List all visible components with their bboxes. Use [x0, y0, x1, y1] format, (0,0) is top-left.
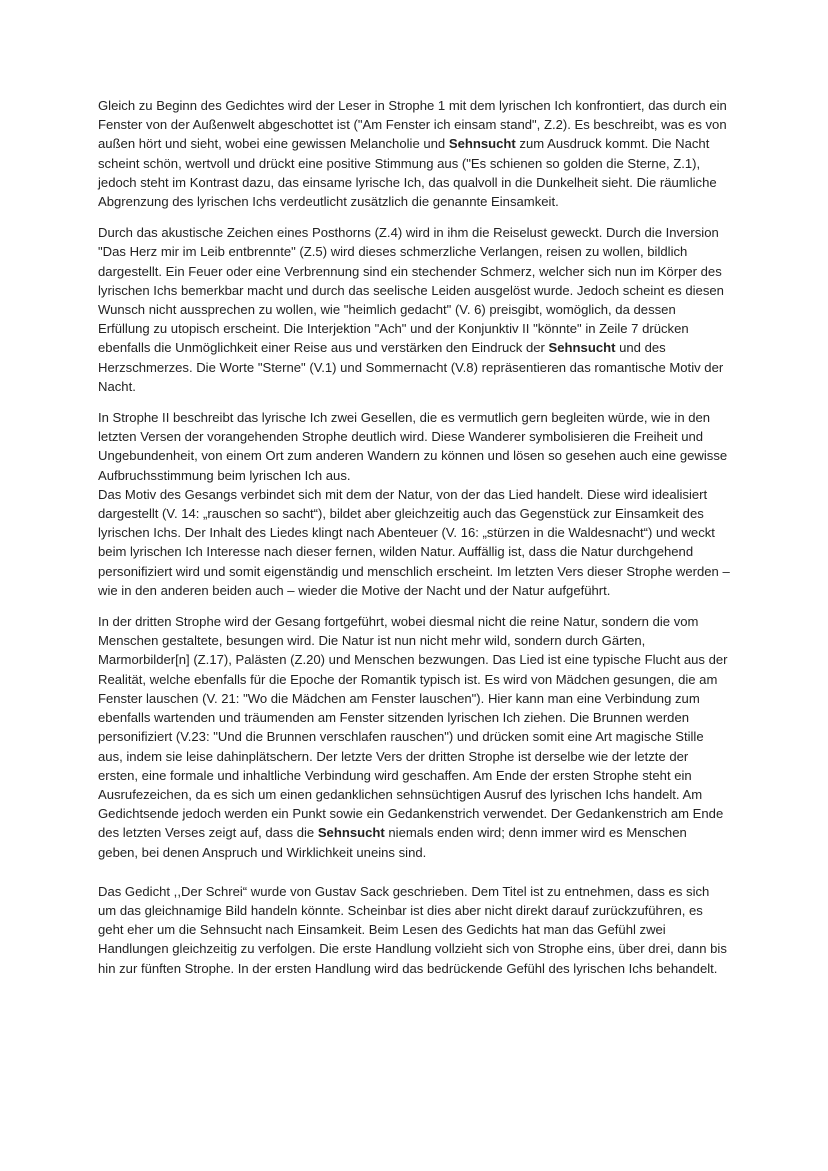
bold-keyword-sehnsucht: Sehnsucht: [448, 136, 516, 152]
document-page: [98, 96, 730, 990]
bold-keyword-sehnsucht: Sehnsucht: [317, 825, 385, 841]
paragraph-text: In Strophe II beschreibt das lyrische Ich zwei Gesellen, die es vermutlich gern begleiten würde, wie in den letzten Versen der vorangehenden Strophe deutlich wird. Diese Wanderer symbolisieren die Freiheit und Ungebundenheit, von einem Ort zum anderen Wandern zu können und lösen so gesehen auch eine gewisse Aufbruchsstimmung beim lyrischen Ich aus.: [98, 410, 728, 483]
paragraph-strophe-2: [98, 408, 730, 485]
paragraph-gesang-natur: [98, 485, 730, 600]
paragraph-text: und des Herzschmerzes. Die Worte "Sterne" (V.1) und Sommernacht (V.8) repräsentieren das romantische Motiv der Nacht.: [98, 340, 724, 394]
paragraph-text: niemals enden wird; denn immer wird es Menschen geben, bei denen Anspruch und Wirklichkeit uneins sind.: [98, 825, 687, 860]
paragraph-text: Das Motiv des Gesangs verbindet sich mit dem der Natur, von der das Lied handelt. Diese wird idealisiert dargestellt (V. 14: „rauschen so sacht“), bildet aber gleichzeitig auch das Gegenstück zur Einsamkeit des lyrischen Ichs. Der Inhalt des Liedes klingt nach Abenteuer (V. 16: „stürzen in die Waldesnacht“) und weckt beim lyrischen Ich Interesse nach dieser fernen, wilden Natur. Auffällig ist, dass die Natur durchgehend personifiziert wird und somit eigenständig und menschlich erscheint. Im letzten Vers dieser Strophe werden – wie in den anderen beiden auch – wieder die Motive der Nacht und der Natur aufgeführt.: [98, 486, 730, 598]
paragraph-text: Gleich zu Beginn des Gedichtes wird der Leser in Strophe 1 mit dem lyrischen Ich konfrontiert, das durch ein Fenster von der Außenwelt abgeschottet ist ("Am Fenster ich einsam stand", Z.2). Es beschreibt, was es von außen hört und sieht, wobei eine gewissen Melancholie und: [98, 98, 727, 152]
paragraph-text: zum Ausdruck kommt. Die Nacht scheint schön, wertvoll und drückt eine positive Stimmung aus ("Es schienen so golden die Sterne, Z.1), jedoch steht im Kontrast dazu, das einsame lyrische Ich, das qualvoll in die Dunkelheit sieht. Die räumliche Abgrenzung des lyrischen Ichs verdeutlicht zusätzlich die genannte Einsamkeit.: [98, 136, 717, 210]
paragraph-posthorn: [98, 223, 730, 396]
paragraph-text: In der dritten Strophe wird der Gesang fortgeführt, wobei diesmal nicht die reine Natur, sondern die vom Menschen gestaltete, besungen wird. Die Natur ist nun nicht mehr wild, sondern durch Gärten, Marmorbilder[n] (Z.17), Palästen (Z.20) und Menschen bezwungen. Das Lied ist eine typische Flucht aus der Realität, welche ebenfalls für die Epoche der Romantik typisch ist. Es wird von Mädchen gesungen, die am Fenster lauschen (V. 21: "Wo die Mädchen am Fenster lauschen"). Hier kann man eine Verbindung zum ebenfalls wartenden und träumenden am Fenster sitzenden lyrischen Ich ziehen. Die Brunnen werden personifiziert (V.23: "Und die Brunnen verschlafen rauschen") und drücken somit eine Art magische Stille aus, indem sie leise dahinplätschern. Der letzte Vers der dritten Strophe ist derselbe wie der letzte der ersten, eine formale und inhaltliche Verbindung wird geschaffen. Am Ende der ersten Strophe steht ein Ausrufezeichen, da es sich um einen gedanklichen sehnsüchtigen Ausruf des lyrischen Ichs handelt. Am Gedichtsende jedoch werden ein Punkt sowie ein Gedankenstrich verwendet. Der Gedankenstrich am Ende des letzten Verses zeigt auf, dass die: [98, 614, 728, 841]
paragraph-text: Das Gedicht ,,Der Schrei“ wurde von Gustav Sack geschrieben. Dem Titel ist zu entnehmen, dass es sich um das gleichnamige Bild handeln könnte. Scheinbar ist dies aber nicht direkt darauf zurückzuführen, es geht eher um die Sehnsucht nach Einsamkeit. Beim Lesen des Gedichts hat man das Gefühl zwei Handlungen gleichzeitig zu verfolgen. Die erste Handlung vollzieht sich von Strophe eins, über drei, dann bis hin zur fünften Strophe. In der ersten Handlung wird das bedrückende Gefühl des lyrischen Ichs behandelt.: [98, 883, 727, 976]
bold-keyword-sehnsucht: Sehnsucht: [548, 340, 616, 356]
paragraph-strophe-3: [98, 612, 730, 862]
paragraph-strophe-1: [98, 96, 730, 211]
paragraph-der-schrei: [98, 882, 730, 978]
paragraph-text: Durch das akustische Zeichen eines Posthorns (Z.4) wird in ihm die Reiselust geweckt. Durch die Inversion "Das Herz mir im Leib entbrennte" (Z.5) wird dieses schmerzliche Verlangen, reisen zu wollen, bildlich dargestellt. Ein Feuer oder eine Verbrennung sind ein stechender Schmerz, welcher sich nun im Körper des lyrischen Ichs bemerkbar macht und durch das seelische Leiden ausgelöst wurde. Jedoch scheint es diesen Wunsch nicht aussprechen zu wollen, wie "heimlich gedacht" (V. 6) preisgibt, womöglich, da dessen Erfüllung zu utopisch erscheint. Die Interjektion "Ach" und der Konjunktiv II "könnte" in Zeile 7 drücken ebenfalls die Unmöglichkeit einer Reise aus und verstärken den Eindruck der: [98, 225, 724, 356]
